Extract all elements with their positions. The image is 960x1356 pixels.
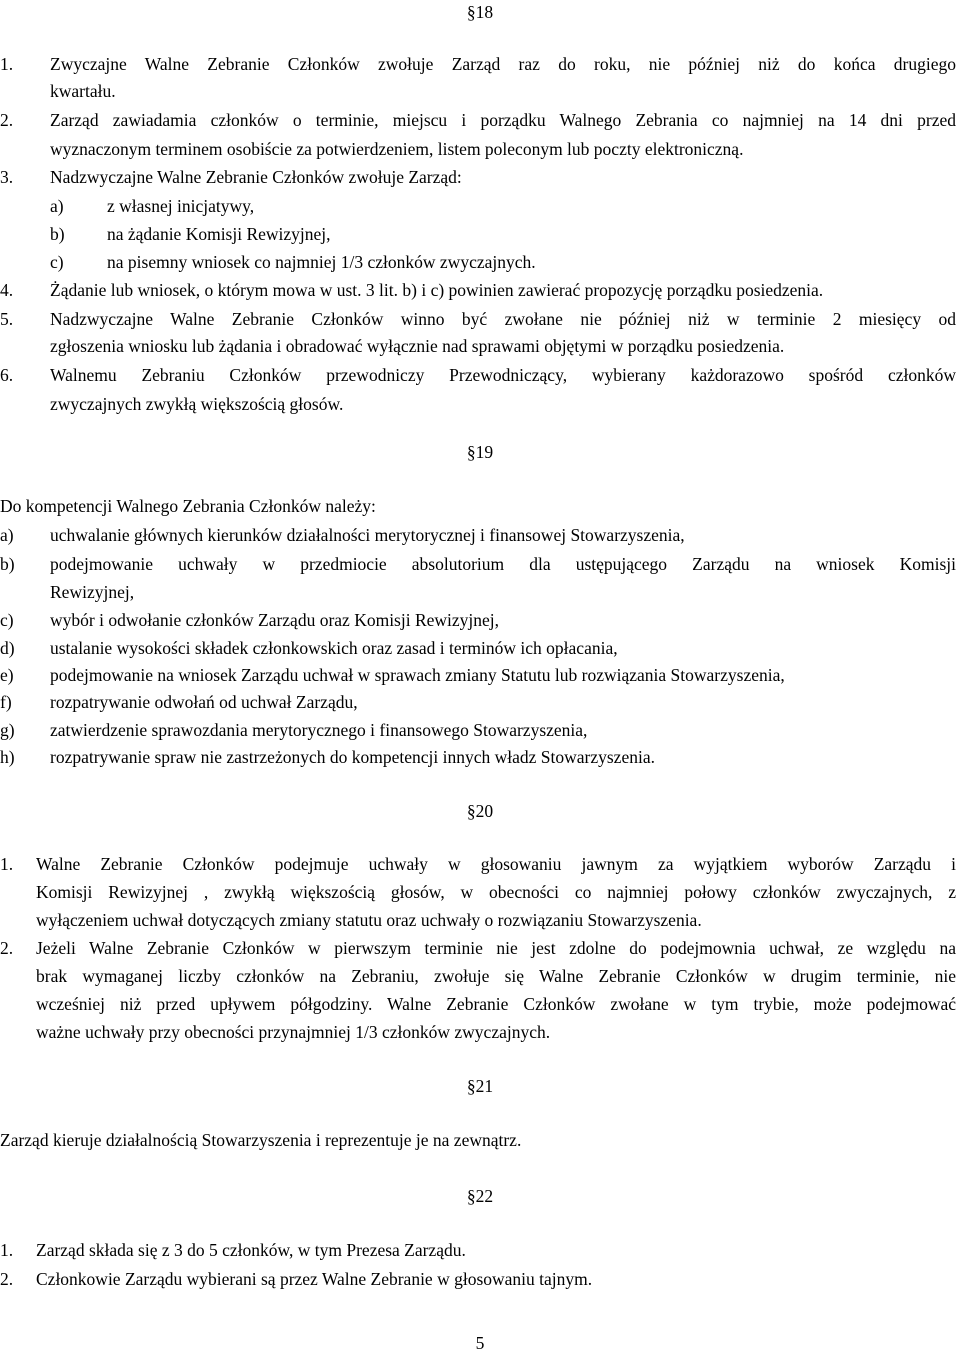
s20-item-1-text-cont-2: wyłączeniem uchwał dotyczących zmiany statutu oraz uchwały o rozwiązaniu Stowarzyszenia. — [36, 910, 702, 930]
page-number: 5 — [475, 1333, 485, 1353]
section-22-title: §22 — [466, 1186, 494, 1206]
s18-item-4-number: 4. — [0, 280, 14, 300]
s19-item-h-text: rozpatrywanie spraw nie zastrzeżonych do kompetencji innych władz Stowarzyszenia. — [50, 747, 655, 767]
s22-item-2-number: 2. — [0, 1269, 14, 1289]
s19-item-c-letter: c) — [0, 610, 14, 630]
s18-item-5-text: Nadzwyczajne Walne Zebranie Członków winno być zwołane nie później niż w terminie 2 miesięcy od — [50, 309, 956, 329]
s18-item-5-number: 5. — [0, 309, 14, 329]
s18-subitem-a-text: z własnej inicjatywy, — [107, 196, 255, 216]
s18-item-4-text: Żądanie lub wniosek, o którym mowa w ust. 3 lit. b) i c) powinien zawierać propozycję porządku posiedzenia. — [50, 280, 824, 300]
s22-item-2-text: Członkowie Zarządu wybierani są przez Walne Zebranie w głosowaniu tajnym. — [36, 1269, 593, 1289]
s18-item-5-text-cont: zgłoszenia wniosku lub żądania i obradować wyłącznie nad sprawami objętymi w porządku posiedzenia. — [50, 336, 785, 356]
s19-item-h-letter: h) — [0, 747, 15, 767]
s18-item-2-number: 2. — [0, 110, 14, 130]
section-19-title: §19 — [466, 442, 494, 462]
s18-subitem-c-letter: c) — [50, 252, 64, 272]
s19-item-b-text: podejmowanie uchwały w przedmiocie absolutorium dla ustępującego Zarządu na wniosek Komisji — [50, 554, 956, 574]
s19-item-f-text: rozpatrywanie odwołań od uchwał Zarządu, — [50, 692, 358, 712]
s19-intro-text: Do kompetencji Walnego Zebrania Członków należy: — [0, 496, 376, 516]
s20-item-2-text-cont-3: ważne uchwały przy obecności przynajmniej 1/3 członków zwyczajnych. — [36, 1022, 551, 1042]
s22-item-1-text: Zarząd składa się z 3 do 5 członków, w tym Prezesa Zarządu. — [36, 1240, 466, 1260]
s18-item-1-text: Zwyczajne Walne Zebranie Członków zwołuje Zarząd raz do roku, nie później niż do końca drugiego — [50, 54, 956, 74]
s19-item-g-text: zatwierdzenie sprawozdania merytorycznego i finansowego Stowarzyszenia, — [50, 720, 588, 740]
s18-subitem-c-text: na pisemny wniosek co najmniej 1/3 członków zwyczajnych. — [107, 252, 536, 272]
s18-subitem-b-text: na żądanie Komisji Rewizyjnej, — [107, 224, 331, 244]
section-21-title: §21 — [466, 1076, 494, 1096]
s20-item-2-text-cont-2: wcześniej niż przed upływem półgodziny. Walne Zebranie Członków zwołane w tym trybie, może podejmować — [36, 994, 956, 1014]
s18-item-2-text-cont: wyznaczonym terminem osobiście za potwierdzeniem, listem poleconym lub poczty elektroniczną. — [50, 139, 744, 159]
s21-text: Zarząd kieruje działalnością Stowarzyszenia i reprezentuje je na zewnątrz. — [0, 1130, 522, 1150]
s19-item-c-text: wybór i odwołanie członków Zarządu oraz Komisji Rewizyjnej, — [50, 610, 500, 630]
s18-subitem-b-letter: b) — [50, 224, 65, 244]
s18-subitem-a-letter: a) — [50, 196, 64, 216]
s20-item-2-text: Jeżeli Walne Zebranie Członków w pierwszym terminie nie jest zdolne do podejmownia uchwał, ze względu na — [36, 938, 956, 958]
section-20-title: §20 — [466, 801, 494, 821]
s18-item-6-text-cont: zwyczajnych zwykłą większością głosów. — [50, 394, 344, 414]
s22-item-1-number: 1. — [0, 1240, 14, 1260]
s20-item-1-number: 1. — [0, 854, 14, 874]
s18-item-3-number: 3. — [0, 167, 14, 187]
s19-item-b-text-cont: Rewizyjnej, — [50, 582, 135, 602]
s18-item-6-text: Walnemu Zebraniu Członków przewodniczy Przewodniczący, wybierany każdorazowo spośród członków — [50, 365, 956, 385]
s18-item-2-text: Zarząd zawiadamia członków o terminie, miejscu i porządku Walnego Zebrania co najmniej na 14 dni przed — [50, 110, 956, 130]
s19-item-d-text: ustalanie wysokości składek członkowskich oraz zasad i terminów ich opłacania, — [50, 638, 618, 658]
s20-item-2-number: 2. — [0, 938, 14, 958]
s20-item-2-text-cont-1: brak wymaganej liczby członków na Zebraniu, zwołuje się Walne Zebranie Członków w drugim terminie, nie — [36, 966, 956, 986]
s19-item-g-letter: g) — [0, 720, 15, 740]
s18-item-1-number: 1. — [0, 54, 14, 74]
s19-item-b-letter: b) — [0, 554, 15, 574]
s19-item-e-text: podejmowanie na wniosek Zarządu uchwał w sprawach zmiany Statutu lub rozwiązania Stowarzyszenia, — [50, 665, 785, 685]
s18-item-3-text: Nadzwyczajne Walne Zebranie Członków zwołuje Zarząd: — [50, 167, 462, 187]
s18-item-1-text-cont: kwartału. — [50, 81, 116, 101]
s20-item-1-text: Walne Zebranie Członków podejmuje uchwały w głosowaniu jawnym za wyjątkiem wyborów Zarządu i — [36, 854, 956, 874]
section-18-title: §18 — [466, 2, 494, 22]
s19-item-e-letter: e) — [0, 665, 14, 685]
s19-item-f-letter: f) — [0, 692, 12, 712]
s20-item-1-text-cont-1: Komisji Rewizyjnej , zwykłą większością głosów, w obecności co najmniej połowy członków zwyczajnych, z — [36, 882, 956, 902]
s18-item-6-number: 6. — [0, 365, 14, 385]
s19-item-a-text: uchwalanie głównych kierunków działalności merytorycznej i finansowej Stowarzyszenia, — [50, 525, 685, 545]
s19-item-a-letter: a) — [0, 525, 14, 545]
s19-item-d-letter: d) — [0, 638, 15, 658]
